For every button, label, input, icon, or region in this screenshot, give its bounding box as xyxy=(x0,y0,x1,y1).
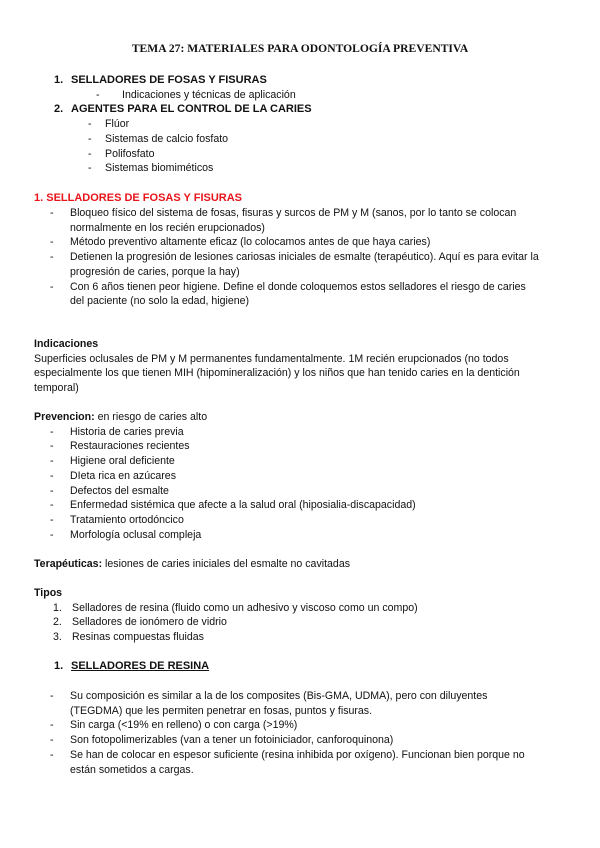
outline-label: AGENTES PARA EL CONTROL DE LA CARIES xyxy=(71,103,312,116)
list-item: - Sin carga (<19% en relleno) o con carga (>19%) xyxy=(50,719,298,732)
outline-heading-2 xyxy=(54,102,574,117)
outline-subitem: - Flúor xyxy=(88,118,130,131)
list-item: - Historia de caries previa xyxy=(50,425,184,438)
list-item: - Bloqueo físico del sistema de fosas, fisuras y surcos de PM y M (sanos, por lo tanto se colocan normalmente en los recién erupcionados) xyxy=(50,207,517,234)
outline-subitem: - Sistemas de calcio fosfato xyxy=(88,132,229,145)
outline-number: 2. xyxy=(54,103,64,116)
list-item: 3. Resinas compuestas fluidas xyxy=(53,631,204,644)
outline-number: 1. xyxy=(54,74,64,86)
indicaciones-heading: Indicaciones xyxy=(34,338,99,350)
tipos-block xyxy=(34,586,574,645)
indicaciones-line: Superficies oclusales de PM y M permanentes fundamentalmente. 1M recién erupcionados (no todos xyxy=(34,352,509,365)
outline-subitem: - Polifosfato xyxy=(88,147,155,160)
list-item: - Restauraciones recientes xyxy=(50,440,190,453)
section-heading: 1. SELLADORES DE FOSAS Y FISURAS xyxy=(34,192,243,204)
indicaciones-block xyxy=(34,337,579,396)
tipos-heading: Tipos xyxy=(34,587,63,599)
list-item: - Detienen la progresión de lesiones cariosas iniciales de esmalte (terapéutico). Aquí es para evitar la progresión de caries, porque la hay) xyxy=(50,251,539,278)
list-item: - DIeta rica en azúcares xyxy=(50,469,176,482)
indicaciones-line: temporal) xyxy=(34,382,79,395)
subsection-heading: 1. SELLADORES DE RESINA xyxy=(54,660,210,672)
section1-bullets xyxy=(34,206,574,309)
list-item: - Morfología oclusal compleja xyxy=(50,528,202,541)
prevencion-heading: Prevencion: en riesgo de caries alto xyxy=(34,411,208,423)
resina-bullets xyxy=(34,689,574,777)
list-item: - Se han de colocar en espesor suficiente (resina inhibida por oxígeno). Funcionan bien porque no están sometidos a cargas. xyxy=(50,748,525,776)
list-item: - Con 6 años tienen peor higiene. Define el donde coloquemos estos selladores el riesgo de caries del paciente (no solo la edad, higiene) xyxy=(50,280,526,308)
list-item: - Su composición es similar a la de los composites (Bis-GMA, UDMA), pero con diluyentes (TEGDMA) que les permiten penetrar en fosas, puntos y fisuras. xyxy=(50,690,488,717)
list-item: - Son fotopolimerizables (van a tener un fotoiniciador, canforoquinona) xyxy=(50,734,394,747)
page-title: TEMA 27: MATERIALES PARA ODONTOLOGÍA PREVENTIVA xyxy=(131,42,469,55)
terapeuticas-line: Terapéuticas: lesiones de caries iniciales del esmalte no cavitadas xyxy=(34,558,351,570)
indicaciones-line: especialmente los que tienen MIH (hipomineralización) y los niños que han tenido caries en la dentición xyxy=(34,367,520,380)
list-item: - Defectos del esmalte xyxy=(50,484,169,497)
list-item: 2. Selladores de ionómero de vidrio xyxy=(53,616,227,629)
prevencion-block xyxy=(34,410,574,542)
outline-subitem: - Indicaciones y técnicas de aplicación xyxy=(96,88,296,101)
outline-subitem: - Sistemas biomiméticos xyxy=(88,162,214,175)
list-item: 1. Selladores de resina (fluido como un adhesivo y viscoso como un compo) xyxy=(53,601,418,614)
outline-label: SELLADORES DE FOSAS Y FISURAS xyxy=(71,74,267,86)
list-item: - Enfermedad sistémica que afecte a la salud oral (hiposialia-discapacidad) xyxy=(50,499,416,512)
outline-heading-1 xyxy=(54,73,574,88)
list-item: - Higiene oral deficiente xyxy=(50,455,175,468)
list-item: - Método preventivo altamente eficaz (lo colocamos antes de que haya caries) xyxy=(50,236,431,249)
list-item: - Tratamiento ortodóncico xyxy=(50,513,184,526)
outline xyxy=(54,73,574,176)
